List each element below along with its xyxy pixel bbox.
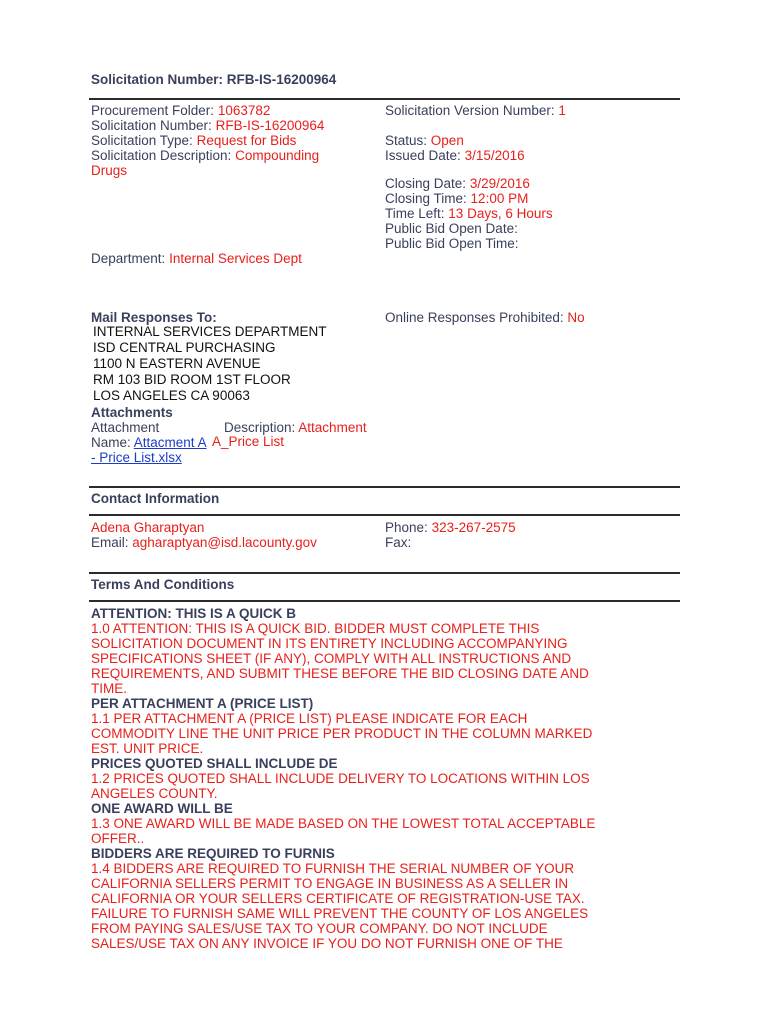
issued-label: Issued Date: <box>385 148 461 163</box>
closing-date-label: Closing Date: <box>385 176 467 191</box>
contact-fax-label: Fax: <box>385 535 412 550</box>
attachment-name-label-cont: Name: <box>91 435 131 450</box>
version-row <box>385 103 685 118</box>
solicitation-number-value: RFB-IS-16200964 <box>215 118 325 133</box>
time-left-value: 13 Days, 6 Hours <box>448 206 553 221</box>
contact-phone-value: 323-267-2575 <box>431 520 516 535</box>
closing-date-row <box>385 176 685 191</box>
terms-section-text: 1.2 PRICES QUOTED SHALL INCLUDE DELIVERY TO LOCATIONS WITHIN LOS <box>91 771 590 786</box>
terms-section-text: 1.3 ONE AWARD WILL BE MADE BASED ON THE LOWEST TOTAL ACCEPTABLE <box>91 816 596 831</box>
terms-section-text: FROM PAYING SALES/USE TAX TO YOUR COMPANY. DO NOT INCLUDE <box>91 921 548 936</box>
terms-section-text: SPECIFICATIONS SHEET (IF ANY), COMPLY WITH ALL INSTRUCTIONS AND <box>91 651 572 666</box>
issued-row <box>385 148 685 163</box>
solicitation-type-label: Solicitation Type: <box>91 133 193 148</box>
online-responses-label: Online Responses Prohibited: <box>385 310 564 325</box>
version-value: 1 <box>558 103 566 118</box>
contact-left <box>91 520 317 550</box>
closing-time-label: Closing Time: <box>385 191 467 206</box>
procurement-folder-value: 1063782 <box>217 103 271 118</box>
terms-section-text: 1.4 BIDDERS ARE REQUIRED TO FURNISH THE SERIAL NUMBER OF YOUR <box>91 861 575 876</box>
attachment-description-label: Description: <box>224 420 296 435</box>
terms-section-text: REQUIREMENTS, AND SUBMIT THESE BEFORE THE BID CLOSING DATE AND <box>91 666 589 681</box>
time-left-label: Time Left: <box>385 206 445 221</box>
terms-section-title: ONE AWARD WILL BE <box>91 801 233 816</box>
address-line: INTERNAL SERVICES DEPARTMENT <box>93 324 327 339</box>
terms-section-title: BIDDERS ARE REQUIRED TO FURNIS <box>91 846 335 861</box>
attachments-heading: Attachments <box>91 405 173 420</box>
status-label: Status: <box>385 133 428 148</box>
divider <box>89 486 680 488</box>
public-bid-open-date-label: Public Bid Open Date: <box>385 221 518 236</box>
contact-name: Adena Gharaptyan <box>91 520 205 535</box>
terms-section-text: EST. UNIT PRICE. <box>91 741 204 756</box>
terms-section-text: SALES/USE TAX ON ANY INVOICE IF YOU DO NOT FURNISH ONE OF THE <box>91 936 563 951</box>
attachment-link[interactable]: Attacment A <box>133 435 207 450</box>
divider <box>89 600 680 602</box>
divider <box>89 514 680 516</box>
closing-date-value: 3/29/2016 <box>469 176 530 191</box>
contact-email-label: Email: <box>91 535 129 550</box>
version-label: Solicitation Version Number: <box>385 103 555 118</box>
address-line: LOS ANGELES CA 90063 <box>93 388 250 403</box>
terms-body <box>91 606 681 951</box>
public-bid-open-time-label: Public Bid Open Time: <box>385 236 519 251</box>
solicitation-number-label: Solicitation Number: <box>91 118 212 133</box>
issued-value: 3/15/2016 <box>464 148 525 163</box>
terms-section-text: ANGELES COUNTY. <box>91 786 218 801</box>
terms-section-text: COMMODITY LINE THE UNIT PRICE PER PRODUCT IN THE COLUMN MARKED <box>91 726 593 741</box>
contact-email-value[interactable]: agharaptyan@isd.lacounty.gov <box>132 535 317 550</box>
divider <box>89 98 680 100</box>
procurement-folder-row <box>91 103 381 118</box>
terms-section-text: CALIFORNIA OR YOUR SELLERS CERTIFICATE OF REGISTRATION-USE TAX. <box>91 891 585 906</box>
terms-section-text: FAILURE TO FURNISH SAME WILL PREVENT THE COUNTY OF LOS ANGELES <box>91 906 589 921</box>
address-line: RM 103 BID ROOM 1ST FLOOR <box>93 372 291 387</box>
page-title: Solicitation Number: RFB-IS-16200964 <box>91 72 337 87</box>
solicitation-number-row <box>91 118 381 133</box>
terms-section-text: 1.0 ATTENTION: THIS IS A QUICK BID. BIDDER MUST COMPLETE THIS <box>91 621 540 636</box>
attachment-description-value-cont: A_Price List <box>212 434 285 449</box>
contact-heading: Contact Information <box>91 491 220 506</box>
online-responses-value: No <box>567 310 585 325</box>
divider <box>89 572 680 574</box>
address-line: 1100 N EASTERN AVENUE <box>93 356 261 371</box>
procurement-folder-label: Procurement Folder: <box>91 103 215 118</box>
status-block <box>385 133 685 163</box>
terms-section-text: OFFER.. <box>91 831 145 846</box>
attachment-description-block <box>224 420 394 435</box>
terms-heading: Terms And Conditions <box>91 577 235 592</box>
department-value: Internal Services Dept <box>169 251 302 266</box>
terms-section-text: SOLICITATION DOCUMENT IN ITS ENTIRETY INCLUDING ACCOMPANYING <box>91 636 568 651</box>
status-row <box>385 133 685 148</box>
terms-section-title: PRICES QUOTED SHALL INCLUDE DE <box>91 756 338 771</box>
address-line: ISD CENTRAL PURCHASING <box>93 340 276 355</box>
mailing-address <box>93 324 327 404</box>
closing-block <box>385 176 685 251</box>
solicitation-description-row <box>91 148 381 163</box>
online-responses-row <box>385 310 585 325</box>
department-row <box>91 251 302 266</box>
solicitation-description-value-cont: Drugs <box>91 163 128 178</box>
solicitation-type-value: Request for Bids <box>196 133 297 148</box>
attachment-name-block <box>91 420 231 465</box>
contact-right <box>385 520 516 550</box>
contact-phone-label: Phone: <box>385 520 428 535</box>
terms-section-title: PER ATTACHMENT A (PRICE LIST) <box>91 696 314 711</box>
terms-section-title: ATTENTION: THIS IS A QUICK B <box>91 606 296 621</box>
solicitation-description-value: Compounding <box>235 148 320 163</box>
closing-time-row <box>385 191 685 206</box>
terms-section-text: TIME. <box>91 681 127 696</box>
solicitation-type-row <box>91 133 381 148</box>
attachment-name-label: Attachment <box>91 420 160 435</box>
time-left-row <box>385 206 685 221</box>
solicitation-description-label: Solicitation Description: <box>91 148 232 163</box>
department-label: Department: <box>91 251 166 266</box>
attachment-link-cont[interactable]: - Price List.xlsx <box>91 450 182 465</box>
terms-section-text: 1.1 PER ATTACHMENT A (PRICE LIST) PLEASE INDICATE FOR EACH <box>91 711 528 726</box>
details-left <box>91 103 381 178</box>
terms-section-text: CALIFORNIA SELLERS PERMIT TO ENGAGE IN BUSINESS AS A SELLER IN <box>91 876 569 891</box>
mail-responses-heading: Mail Responses To: <box>91 310 217 325</box>
status-value: Open <box>430 133 464 148</box>
details-right <box>385 103 685 118</box>
attachment-description-value: Attachment <box>298 420 367 435</box>
closing-time-value: 12:00 PM <box>470 191 529 206</box>
